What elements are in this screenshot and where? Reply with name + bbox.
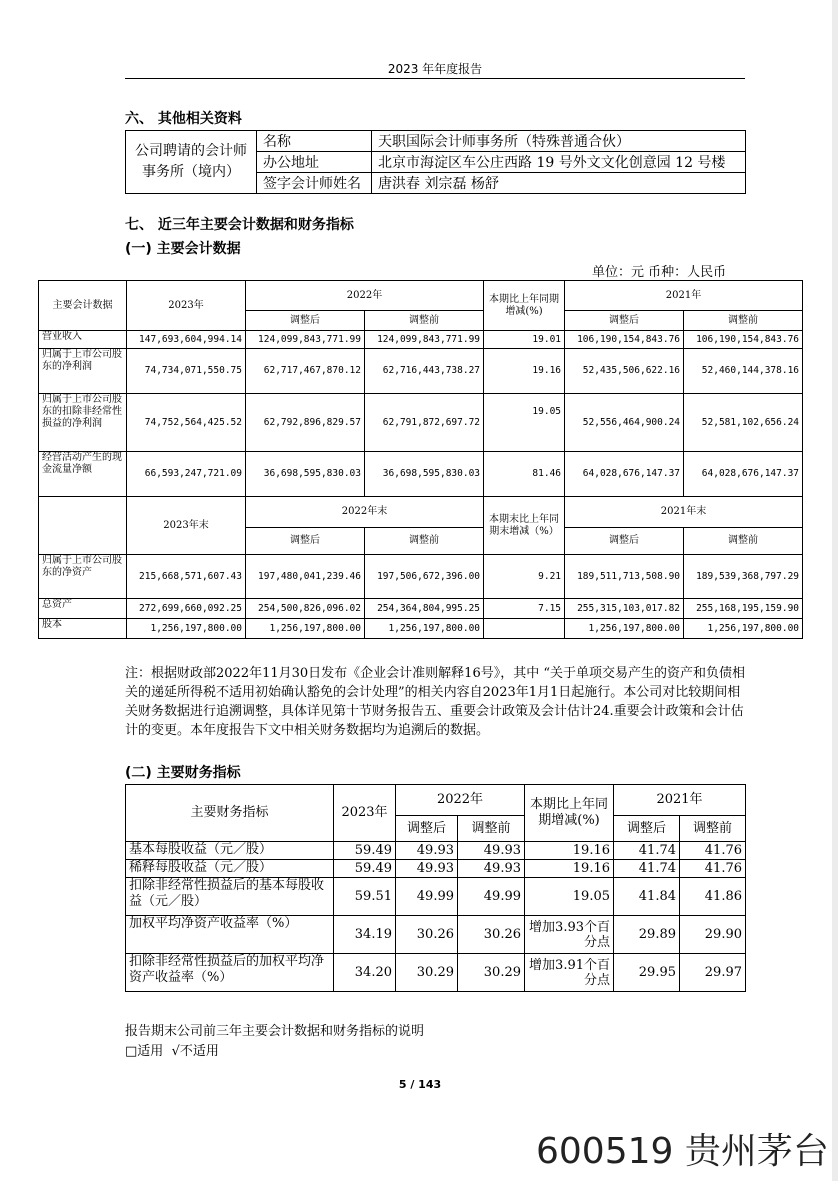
auditor-name-value: 天职国际会计师事务所（特殊普通合伙） [372, 131, 746, 152]
row-label: 扣除非经常性损益后的加权平均净资产收益率（%） [126, 954, 334, 992]
value-2021-adjusted: 255,315,103,017.82 [565, 599, 684, 619]
value-2021-adjusted: 41.84 [614, 878, 680, 916]
value-2021-original: 106,190,154,843.76 [684, 331, 803, 349]
value-2022-adjusted: 1,256,197,800.00 [246, 619, 365, 639]
value-2023: 74,752,564,425.52 [127, 394, 246, 452]
t2-header-2022-original: 调整前 [365, 311, 484, 331]
value-2021-original: 255,168,195,159.90 [684, 599, 803, 619]
value-2021-original: 29.97 [680, 954, 746, 992]
t2-header-2022-adjusted: 调整后 [246, 311, 365, 331]
value-2023: 34.20 [334, 954, 396, 992]
auditor-signers-key: 签字会计师姓名 [257, 173, 372, 194]
option-applicable: □适用 [125, 1044, 164, 1059]
value-2021-original: 41.76 [680, 860, 746, 878]
t3-header-2022: 2022年 [396, 785, 525, 816]
auditor-address-value: 北京市海淀区车公庄西路 19 号外文文化创意园 12 号楼 [372, 152, 746, 173]
value-2021-original: 52,460,144,378.16 [684, 349, 803, 394]
restatement-note: 注：根据财政部2022年11月30日发布《企业会计准则解释16号》，其中 “关于单项交易产生的资产和负债相关的递延所得税不适用初始确认豁免的会计处理”的相关内容自2023年1月1日起施行。本公司对比较期间相关财务数据进行追溯调整，具体详见第十节财务报告五、重要会计政策及会计估计24.重要会计政策和会计估计的变更。本年度报告下文中相关财务数据均为追溯后的数据。 [125, 666, 745, 738]
section7-title: 七、 近三年主要会计数据和财务指标 [125, 217, 354, 233]
value-2023: 59.49 [334, 860, 396, 878]
value-change: 19.16 [484, 349, 565, 394]
page-number: 5 / 143 [398, 1078, 442, 1091]
value-2021-adjusted: 41.74 [614, 860, 680, 878]
row-label: 归属于上市公司股东的净资产 [39, 555, 127, 599]
stock-watermark: 600519 贵州茅台 [536, 1131, 829, 1172]
row-label: 扣除非经常性损益后的基本每股收益（元／股） [126, 878, 334, 916]
value-2023: 147,693,604,994.14 [127, 331, 246, 349]
value-2021-adjusted: 64,028,676,147.37 [565, 452, 684, 497]
t2-header2-2021-adjusted: 调整后 [565, 528, 684, 555]
t2-header-change: 本期比上年同期增减(%) [484, 281, 565, 331]
auditor-signers-value: 唐洪春 刘宗磊 杨舒 [372, 173, 746, 194]
t2-header-2021-adjusted: 调整后 [565, 311, 684, 331]
value-2022-original: 36,698,595,830.03 [365, 452, 484, 497]
row-label: 归属于上市公司股东的净利润 [39, 349, 127, 394]
value-2022-original: 49.93 [458, 860, 525, 878]
t2-header2-2021-original: 调整前 [684, 528, 803, 555]
t3-header-2021-adjusted: 调整后 [614, 816, 680, 842]
page-edge-strip [832, 0, 838, 1181]
t3-header-2021-original: 调整前 [680, 816, 746, 842]
value-2023: 272,699,660,092.25 [127, 599, 246, 619]
report-header-title: 2023 年年度报告 [387, 62, 483, 76]
t2-header2-2022-original: 调整前 [365, 528, 484, 555]
table-row [126, 878, 746, 916]
value-2021-adjusted: 52,435,506,622.16 [565, 349, 684, 394]
value-change: 增加3.91个百分点 [525, 954, 614, 992]
table-row [39, 619, 803, 639]
table-row [39, 555, 803, 599]
accounting-data-table [38, 280, 803, 639]
value-2022-adjusted: 49.93 [396, 842, 458, 860]
t3-header-item: 主要财务指标 [126, 785, 334, 842]
table-row [39, 331, 803, 349]
value-2022-original: 1,256,197,800.00 [365, 619, 484, 639]
value-2022-original: 30.29 [458, 954, 525, 992]
value-2021-original: 41.86 [680, 878, 746, 916]
value-2022-adjusted: 30.26 [396, 916, 458, 954]
value-change: 增加3.93个百分点 [525, 916, 614, 954]
value-2021-original: 64,028,676,147.37 [684, 452, 803, 497]
value-change: 81.46 [484, 452, 565, 497]
value-change: 9.21 [484, 555, 565, 599]
value-change: 19.01 [484, 331, 565, 349]
t2-header2-2022: 2022年末 [246, 497, 484, 528]
value-2022-original: 62,716,443,738.27 [365, 349, 484, 394]
t2-header-2023: 2023年 [127, 281, 246, 331]
value-2022-original: 124,099,843,771.99 [365, 331, 484, 349]
value-2022-adjusted: 49.93 [396, 860, 458, 878]
value-2022-adjusted: 49.99 [396, 878, 458, 916]
table-row [126, 954, 746, 992]
t2-header-2021-original: 调整前 [684, 311, 803, 331]
t2-header2-2022-adjusted: 调整后 [246, 528, 365, 555]
value-2021-adjusted: 52,556,464,900.24 [565, 394, 684, 452]
value-2021-adjusted: 29.89 [614, 916, 680, 954]
t3-header-2022-adjusted: 调整后 [396, 816, 458, 842]
t2-header2-change: 本期末比上年同期末增减（%） [484, 497, 565, 555]
value-2022-original: 49.99 [458, 878, 525, 916]
value-2021-adjusted: 1,256,197,800.00 [565, 619, 684, 639]
auditor-name-key: 名称 [257, 131, 372, 152]
value-2022-original: 254,364,804,995.25 [365, 599, 484, 619]
value-2023: 59.51 [334, 878, 396, 916]
value-2022-original: 49.93 [458, 842, 525, 860]
value-2023: 1,256,197,800.00 [127, 619, 246, 639]
value-2023: 74,734,071,550.75 [127, 349, 246, 394]
financial-indicators-subtitle: (二) 主要财务指标 [125, 765, 241, 781]
value-2021-original: 41.76 [680, 842, 746, 860]
value-2021-adjusted: 29.95 [614, 954, 680, 992]
value-2021-original: 52,581,102,656.24 [684, 394, 803, 452]
option-not-applicable: √不适用 [171, 1044, 219, 1059]
applicability-options [125, 1040, 219, 1059]
t2-header-2022: 2022年 [246, 281, 484, 311]
unit-currency-note: 单位：元 币种：人民币 [592, 265, 727, 280]
t3-header-2023: 2023年 [334, 785, 396, 842]
value-change: 7.15 [484, 599, 565, 619]
value-change: 19.05 [484, 394, 565, 452]
t2-header2-2023: 2023年末 [127, 497, 246, 555]
row-label: 归属于上市公司股东的扣除非经常性损益的净利润 [39, 394, 127, 452]
row-label: 基本每股收益（元／股） [126, 842, 334, 860]
row-label: 总资产 [39, 599, 127, 619]
value-2022-original: 30.26 [458, 916, 525, 954]
row-label: 营业收入 [39, 331, 127, 349]
table-row [39, 349, 803, 394]
value-change: 19.05 [525, 878, 614, 916]
auditor-info-table [125, 130, 746, 194]
table-row [39, 452, 803, 497]
accounting-data-subtitle: (一) 主要会计数据 [125, 241, 241, 257]
header-rule [125, 78, 745, 79]
value-2022-adjusted: 197,480,041,239.46 [246, 555, 365, 599]
value-2022-original: 62,791,872,697.72 [365, 394, 484, 452]
row-label: 稀释每股收益（元／股） [126, 860, 334, 878]
t2-header2-2021: 2021年末 [565, 497, 803, 528]
section6-title: 六、 其他相关资料 [125, 111, 242, 127]
row-label: 经营活动产生的现金流量净额 [39, 452, 127, 497]
value-2021-original: 1,256,197,800.00 [684, 619, 803, 639]
table-row [126, 842, 746, 860]
value-2021-original: 29.90 [680, 916, 746, 954]
table-row [126, 916, 746, 954]
table-row [126, 860, 746, 878]
explanation-title: 报告期末公司前三年主要会计数据和财务指标的说明 [125, 1024, 425, 1039]
value-change [484, 619, 565, 639]
value-2022-adjusted: 124,099,843,771.99 [246, 331, 365, 349]
financial-indicators-table [125, 784, 746, 992]
row-label: 加权平均净资产收益率（%） [126, 916, 334, 954]
value-2023: 59.49 [334, 842, 396, 860]
value-2023: 66,593,247,721.09 [127, 452, 246, 497]
value-change: 19.16 [525, 842, 614, 860]
auditor-address-key: 办公地址 [257, 152, 372, 173]
value-2022-adjusted: 36,698,595,830.03 [246, 452, 365, 497]
value-2021-adjusted: 41.74 [614, 842, 680, 860]
table-row [39, 599, 803, 619]
value-2023: 215,668,571,607.43 [127, 555, 246, 599]
value-change: 19.16 [525, 860, 614, 878]
value-2021-adjusted: 189,511,713,508.90 [565, 555, 684, 599]
t2-header2-blank [39, 497, 127, 555]
value-2022-original: 197,506,672,396.00 [365, 555, 484, 599]
auditor-firm-label: 公司聘请的会计师事务所（境内） [126, 131, 257, 194]
t2-header-item: 主要会计数据 [39, 281, 127, 331]
value-2023: 34.19 [334, 916, 396, 954]
t2-header-2021: 2021年 [565, 281, 803, 311]
t3-header-change: 本期比上年同期增减(%) [525, 785, 614, 842]
t3-header-2022-original: 调整前 [458, 816, 525, 842]
row-label: 股本 [39, 619, 127, 639]
value-2022-adjusted: 62,792,896,829.57 [246, 394, 365, 452]
value-2022-adjusted: 254,500,826,096.02 [246, 599, 365, 619]
t3-header-2021: 2021年 [614, 785, 746, 816]
table-row [39, 394, 803, 452]
value-2022-adjusted: 30.29 [396, 954, 458, 992]
value-2021-adjusted: 106,190,154,843.76 [565, 331, 684, 349]
value-2021-original: 189,539,368,797.29 [684, 555, 803, 599]
value-2022-adjusted: 62,717,467,870.12 [246, 349, 365, 394]
